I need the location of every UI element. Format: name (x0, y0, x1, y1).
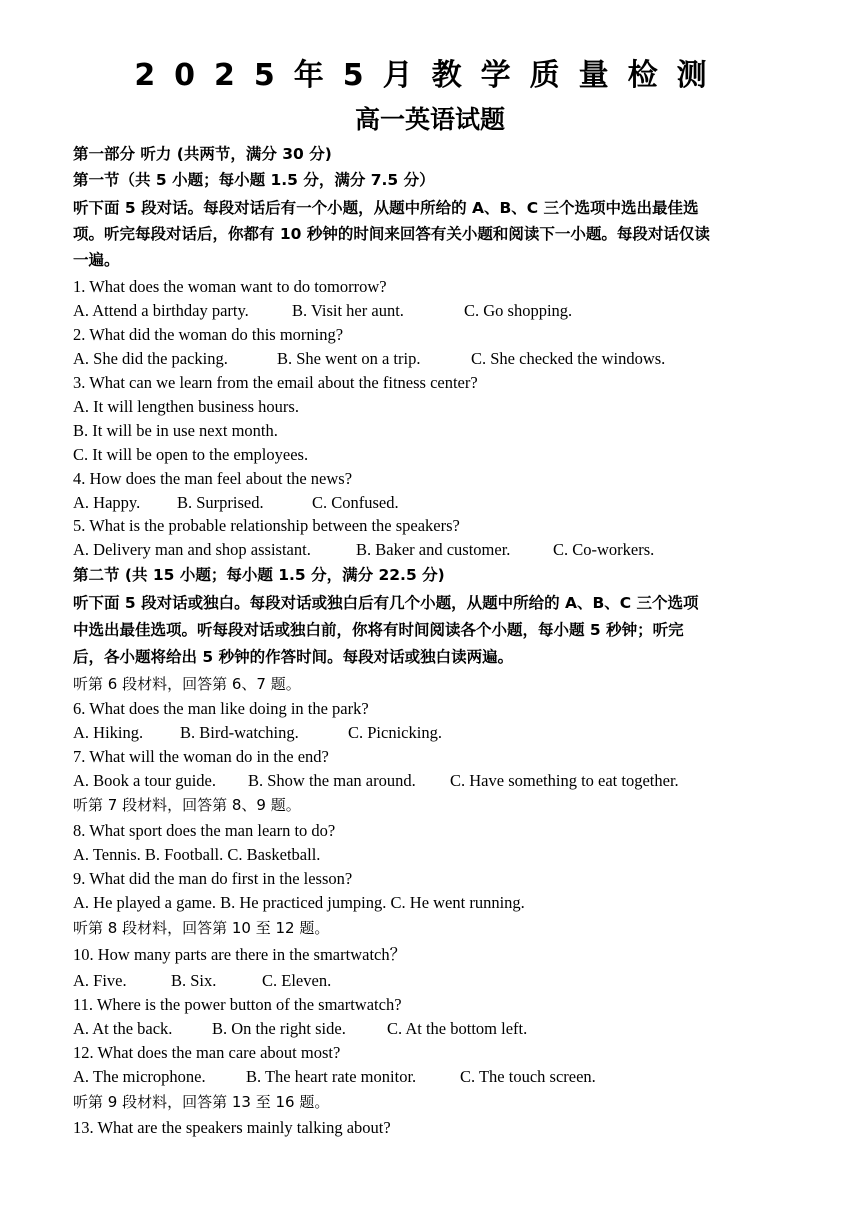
option-b: B. She went on a trip. (277, 349, 421, 368)
question-4: 4. How does the man feel about the news? (73, 469, 353, 488)
question-10: 10. How many parts are there in the smartwatch？ (73, 945, 407, 964)
question-7-options (73, 769, 679, 793)
question-1-options (73, 299, 572, 323)
question-13: 13. What are the speakers mainly talking about? (73, 1118, 391, 1137)
option-b: B. Surprised. (177, 493, 264, 512)
option-a: A. Attend a birthday party. (73, 301, 249, 320)
section-two-instructions-line-3: 后，各小题将给出 5 秒钟的作答时间。每段对话或独白读两遍。 (73, 648, 514, 666)
option-c: C. She checked the windows. (471, 349, 666, 368)
option-b: B. Visit her aunt. (292, 301, 404, 320)
question-3-option-a: A. It will lengthen business hours. (73, 397, 299, 416)
question-12: 12. What does the man care about most? (73, 1043, 341, 1062)
question-5-options (73, 538, 654, 562)
question-3-option-c: C. It will be open to the employees. (73, 445, 309, 464)
material-7-heading: 听第 7 段材料，回答第 8、9 题。 (73, 796, 301, 814)
option-c: C. Have something to eat together. (450, 771, 679, 790)
question-9: 9. What did the man do first in the lesson? (73, 869, 353, 888)
question-8-options: A. Tennis. B. Football. C. Basketball. (73, 845, 321, 864)
option-c: C. Co-workers. (553, 540, 655, 559)
option-b: B. Show the man around. (248, 771, 416, 790)
part-one-heading: 第一部分 听力 (共两节，满分 30 分) (73, 145, 332, 163)
option-b: B. Six. (171, 971, 217, 990)
option-c: C. Picnicking. (348, 723, 442, 742)
exam-title: 2025年5月教学质量检测 (134, 58, 726, 93)
option-a: A. Happy. (73, 493, 141, 512)
option-c: C. Confused. (312, 493, 399, 512)
option-a: A. Delivery man and shop assistant. (73, 540, 311, 559)
question-2-options (73, 347, 665, 371)
option-c: C. At the bottom left. (387, 1019, 528, 1038)
question-6: 6. What does the man like doing in the park? (73, 699, 369, 718)
option-a: A. Five. (73, 971, 127, 990)
option-a: A. At the back. (73, 1019, 173, 1038)
question-1: 1. What does the woman want to do tomorrow? (73, 277, 387, 296)
section-one-instructions-line-1: 听下面 5 段对话。每段对话后有一个小题，从题中所给的 A、B、C 三个选项中选出最佳选 (73, 199, 699, 217)
option-b: B. On the right side. (212, 1019, 346, 1038)
option-a: A. Hiking. (73, 723, 144, 742)
option-b: B. Bird-watching. (180, 723, 299, 742)
material-8-heading: 听第 8 段材料，回答第 10 至 12 题。 (73, 919, 330, 937)
question-11: 11. Where is the power button of the smartwatch? (73, 995, 402, 1014)
question-6-options (73, 721, 442, 745)
option-a: A. Book a tour guide. (73, 771, 216, 790)
material-6-heading: 听第 6 段材料，回答第 6、7 题。 (73, 675, 301, 693)
question-10-options (73, 969, 331, 993)
question-3-option-b: B. It will be in use next month. (73, 421, 278, 440)
question-12-options (73, 1065, 596, 1089)
question-4-options (73, 491, 399, 515)
option-c: C. Go shopping. (464, 301, 573, 320)
option-b: B. Baker and customer. (356, 540, 511, 559)
section-one-heading: 第一节（共 5 小题；每小题 1.5 分，满分 7.5 分） (73, 171, 435, 189)
section-two-instructions-line-1: 听下面 5 段对话或独白。每段对话或独白后有几个小题，从题中所给的 A、B、C 三个选项 (73, 594, 699, 612)
option-b: B. The heart rate monitor. (246, 1067, 417, 1086)
section-two-heading: 第二节 (共 15 小题；每小题 1.5 分，满分 22.5 分) (73, 566, 445, 584)
question-8: 8. What sport does the man learn to do? (73, 821, 336, 840)
option-c: C. Eleven. (262, 971, 332, 990)
question-7: 7. What will the woman do in the end? (73, 747, 329, 766)
option-a: A. She did the packing. (73, 349, 228, 368)
material-9-heading: 听第 9 段材料，回答第 13 至 16 题。 (73, 1093, 330, 1111)
section-one-instructions-line-3: 一遍。 (73, 251, 120, 269)
question-3: 3. What can we learn from the email about the fitness center? (73, 373, 478, 392)
question-9-options: A. He played a game. B. He practiced jumping. C. He went running. (73, 893, 525, 912)
question-5: 5. What is the probable relationship between the speakers? (73, 516, 460, 535)
option-a: A. The microphone. (73, 1067, 206, 1086)
section-two-instructions-line-2: 中选出最佳选项。听每段对话或独白前，你将有时间阅读各个小题，每小题 5 秒钟；听完 (73, 621, 684, 639)
question-2: 2. What did the woman do this morning? (73, 325, 344, 344)
section-one-instructions-line-2: 项。听完每段对话后，你都有 10 秒钟的时间来回答有关小题和阅读下一小题。每段对话仅读 (73, 225, 710, 243)
question-11-options (73, 1017, 527, 1041)
option-c: C. The touch screen. (460, 1067, 596, 1086)
exam-subtitle: 高一英语试题 (354, 105, 505, 134)
